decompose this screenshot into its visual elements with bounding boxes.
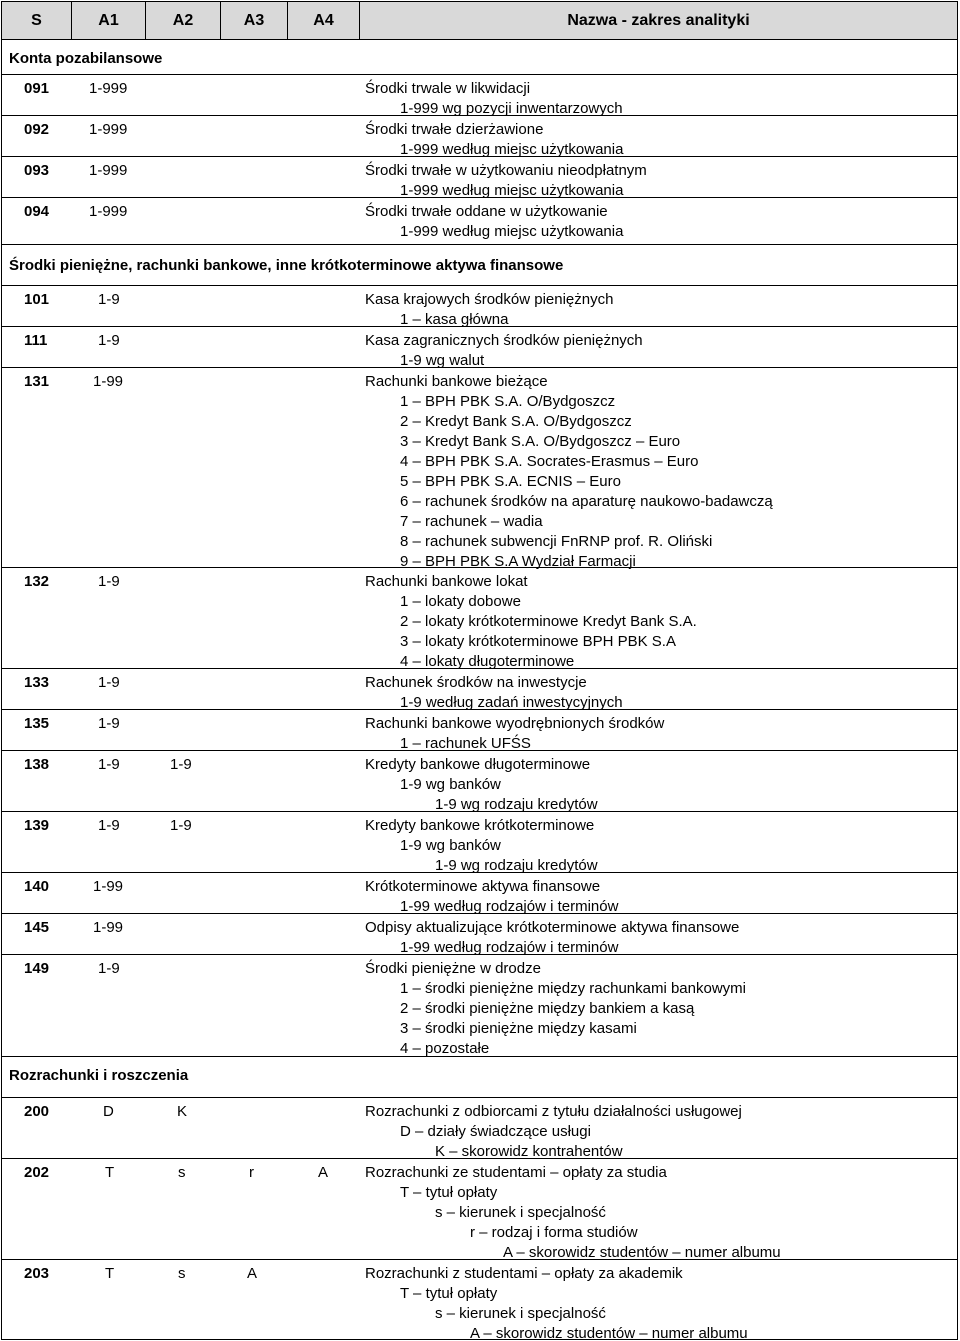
table-header	[2, 2, 957, 40]
analytics-line: 9 – BPH PBK S.A Wydział Farmacji	[400, 553, 636, 570]
analytics-line: 2 – lokaty krótkoterminowe Kredyt Bank S.A.	[400, 613, 697, 630]
table-row	[2, 198, 957, 245]
analytics-line: K – skorowidz kontrahentów	[435, 1143, 623, 1160]
analytics-line: 2 – środki pieniężne między bankiem a kasą	[400, 1000, 695, 1017]
analytics-a2: s	[178, 1164, 186, 1181]
account-code: 202	[24, 1164, 50, 1181]
section-settlements: Rozrachunki i roszczenia	[2, 1057, 957, 1098]
account-code: 140	[24, 878, 50, 895]
account-description	[365, 161, 647, 201]
analytics-a2: 1-9	[170, 756, 192, 773]
account-name: Rachunki bankowe wyodrębnionych środków	[365, 715, 665, 732]
analytics-a1: D	[103, 1103, 114, 1120]
table-row	[2, 710, 957, 751]
table-row	[2, 1159, 957, 1260]
account-description	[365, 714, 664, 754]
account-name: Kredyty bankowe krótkoterminowe	[365, 817, 595, 834]
account-code: 093	[24, 162, 50, 179]
analytics-line: 3 – środki pieniężne między kasami	[400, 1020, 637, 1037]
analytics-line: 1-9 według zadań inwestycyjnych	[400, 694, 623, 711]
account-description	[365, 755, 598, 815]
analytics-a1: 1-9	[98, 291, 120, 308]
analytics-line: T – tytuł opłaty	[400, 1285, 498, 1302]
analytics-line: 1 – kasa główna	[400, 311, 509, 328]
analytics-a3: A	[247, 1265, 258, 1282]
account-description	[365, 959, 746, 1059]
account-description	[365, 572, 697, 672]
account-description	[365, 331, 643, 371]
analytics-a1: 1-99	[93, 878, 124, 895]
account-code: 135	[24, 715, 50, 732]
header-a4: A4	[288, 2, 360, 39]
analytics-a1: 1-9	[98, 715, 120, 732]
analytics-a1: T	[105, 1164, 115, 1181]
analytics-a1: 1-999	[89, 121, 128, 138]
analytics-line: 1-999 wg pozycji inwentarzowych	[400, 100, 623, 117]
account-name: Rozrachunki ze studentami – opłaty za studia	[365, 1164, 667, 1181]
account-name: Rachunki bankowe bieżące	[365, 373, 548, 390]
account-description	[365, 1102, 742, 1162]
analytics-line: T – tytuł opłaty	[400, 1184, 498, 1201]
table-row	[2, 157, 957, 198]
analytics-a2: K	[177, 1103, 188, 1120]
account-description	[365, 372, 773, 572]
analytics-line: 1-9 wg walut	[400, 352, 485, 369]
analytics-line: 1-9 wg rodzaju kredytów	[435, 857, 598, 874]
analytics-line: r – rodzaj i forma studiów	[470, 1224, 638, 1241]
account-name: Środki trwałe dzierżawione	[365, 121, 544, 138]
analytics-line: 2 – Kredyt Bank S.A. O/Bydgoszcz	[400, 413, 632, 430]
analytics-line: 4 – pozostałe	[400, 1040, 490, 1057]
account-code: 138	[24, 756, 50, 773]
analytics-line: 5 – BPH PBK S.A. ECNIS – Euro	[400, 473, 621, 490]
header-s: S	[2, 2, 72, 39]
table-row	[2, 955, 957, 1057]
analytics-a4: A	[318, 1164, 329, 1181]
table-row	[2, 286, 957, 327]
table-row	[2, 1098, 957, 1159]
table-row	[2, 1260, 957, 1341]
analytics-a1: 1-9	[98, 960, 120, 977]
table-row	[2, 669, 957, 710]
analytics-line: A – skorowidz studentów – numer albumu	[503, 1244, 781, 1261]
analytics-a1: T	[105, 1265, 115, 1282]
account-name: Środki trwałe w użytkowaniu nieodpłatnym	[365, 162, 647, 179]
section-off-balance: Konta pozabilansowe	[2, 40, 957, 75]
table-row	[2, 812, 957, 873]
account-plan-table	[1, 1, 958, 1340]
analytics-line: 4 – BPH PBK S.A. Socrates-Erasmus – Euro	[400, 453, 699, 470]
account-code: 139	[24, 817, 50, 834]
account-description	[365, 877, 618, 917]
account-code: 133	[24, 674, 50, 691]
analytics-line: D – działy świadczące usługi	[400, 1123, 591, 1140]
account-description	[365, 673, 623, 713]
account-name: Rozrachunki z studentami – opłaty za akademik	[365, 1265, 683, 1282]
account-name: Rachunek środków na inwestycje	[365, 674, 587, 691]
analytics-a1: 1-999	[89, 203, 128, 220]
analytics-line: 1-9 wg rodzaju kredytów	[435, 796, 598, 813]
analytics-line: s – kierunek i specjalność	[435, 1204, 606, 1221]
analytics-a2: 1-9	[170, 817, 192, 834]
table-row	[2, 368, 957, 568]
header-a2: A2	[146, 2, 221, 39]
account-description	[365, 202, 623, 242]
account-name: Kasa zagranicznych środków pieniężnych	[365, 332, 643, 349]
analytics-line: 1-9 wg banków	[400, 776, 501, 793]
analytics-line: 1-99 według rodzajów i terminów	[400, 898, 619, 915]
analytics-line: A – skorowidz studentów – numer albumu	[470, 1325, 748, 1341]
account-description	[365, 120, 623, 160]
analytics-a1: 1-9	[98, 756, 120, 773]
account-description	[365, 290, 613, 330]
account-code: 131	[24, 373, 50, 390]
table-row	[2, 914, 957, 955]
account-description	[365, 816, 598, 876]
account-name: Rozrachunki z odbiorcami z tytułu działalności usługowej	[365, 1103, 742, 1120]
account-code: 149	[24, 960, 50, 977]
account-name: Środki trwale w likwidacji	[365, 80, 531, 97]
analytics-a2: s	[178, 1265, 186, 1282]
table-row	[2, 116, 957, 157]
account-code: 094	[24, 203, 50, 220]
table-row	[2, 751, 957, 812]
header-a3: A3	[221, 2, 288, 39]
analytics-line: 1 – rachunek UFŚS	[400, 735, 531, 752]
analytics-line: 7 – rachunek – wadia	[400, 513, 543, 530]
account-name: Środki trwałe oddane w użytkowanie	[365, 203, 608, 220]
account-name: Odpisy aktualizujące krótkoterminowe aktywa finansowe	[365, 919, 740, 936]
table-row	[2, 75, 957, 116]
analytics-line: 1-9 wg banków	[400, 837, 501, 854]
analytics-a1: 1-99	[93, 919, 124, 936]
table-row	[2, 568, 957, 669]
account-code: 132	[24, 573, 50, 590]
analytics-line: 6 – rachunek środków na aparaturę naukowo-badawczą	[400, 493, 773, 510]
analytics-line: 1-999 według miejsc użytkowania	[400, 182, 624, 199]
account-code: 092	[24, 121, 50, 138]
analytics-a1: 1-9	[98, 817, 120, 834]
analytics-line: 8 – rachunek subwencji FnRNP prof. R. Oliński	[400, 533, 713, 550]
analytics-line: 1-99 według rodzajów i terminów	[400, 939, 619, 956]
account-description	[365, 918, 739, 958]
analytics-a1: 1-999	[89, 162, 128, 179]
account-name: Środki pieniężne w drodze	[365, 960, 541, 977]
account-code: 091	[24, 80, 50, 97]
account-code: 203	[24, 1265, 50, 1282]
account-code: 200	[24, 1103, 50, 1120]
analytics-line: 1 – środki pieniężne między rachunkami bankowymi	[400, 980, 746, 997]
account-description	[365, 1264, 748, 1341]
account-name: Rachunki bankowe lokat	[365, 573, 528, 590]
account-description	[365, 1163, 781, 1263]
analytics-line: 1-999 według miejsc użytkowania	[400, 141, 624, 158]
analytics-a3: r	[249, 1164, 254, 1181]
account-code: 111	[24, 332, 48, 349]
account-code: 145	[24, 919, 50, 936]
analytics-a1: 1-999	[89, 80, 128, 97]
analytics-line: 4 – lokaty długoterminowe	[400, 653, 575, 670]
table-row	[2, 873, 957, 914]
account-name: Kredyty bankowe długoterminowe	[365, 756, 591, 773]
account-description	[365, 79, 623, 119]
analytics-line: 1 – BPH PBK S.A. O/Bydgoszcz	[400, 393, 616, 410]
analytics-line: 3 – Kredyt Bank S.A. O/Bydgoszcz – Euro	[400, 433, 681, 450]
header-a1: A1	[72, 2, 146, 39]
analytics-a1: 1-9	[98, 573, 120, 590]
analytics-line: s – kierunek i specjalność	[435, 1305, 606, 1322]
table-row	[2, 327, 957, 368]
header-name: Nazwa - zakres analityki	[567, 12, 750, 29]
analytics-line: 1-999 według miejsc użytkowania	[400, 223, 624, 240]
analytics-line: 1 – lokaty dobowe	[400, 593, 521, 610]
account-name: Kasa krajowych środków pieniężnych	[365, 291, 614, 308]
account-code: 101	[24, 291, 50, 308]
analytics-a1: 1-9	[98, 332, 120, 349]
analytics-a1: 1-9	[98, 674, 120, 691]
section-cash: Środki pieniężne, rachunki bankowe, inne krótkoterminowe aktywa finansowe	[2, 245, 957, 286]
account-name: Krótkoterminowe aktywa finansowe	[365, 878, 601, 895]
analytics-line: 3 – lokaty krótkoterminowe BPH PBK S.A	[400, 633, 676, 650]
analytics-a1: 1-99	[93, 373, 124, 390]
